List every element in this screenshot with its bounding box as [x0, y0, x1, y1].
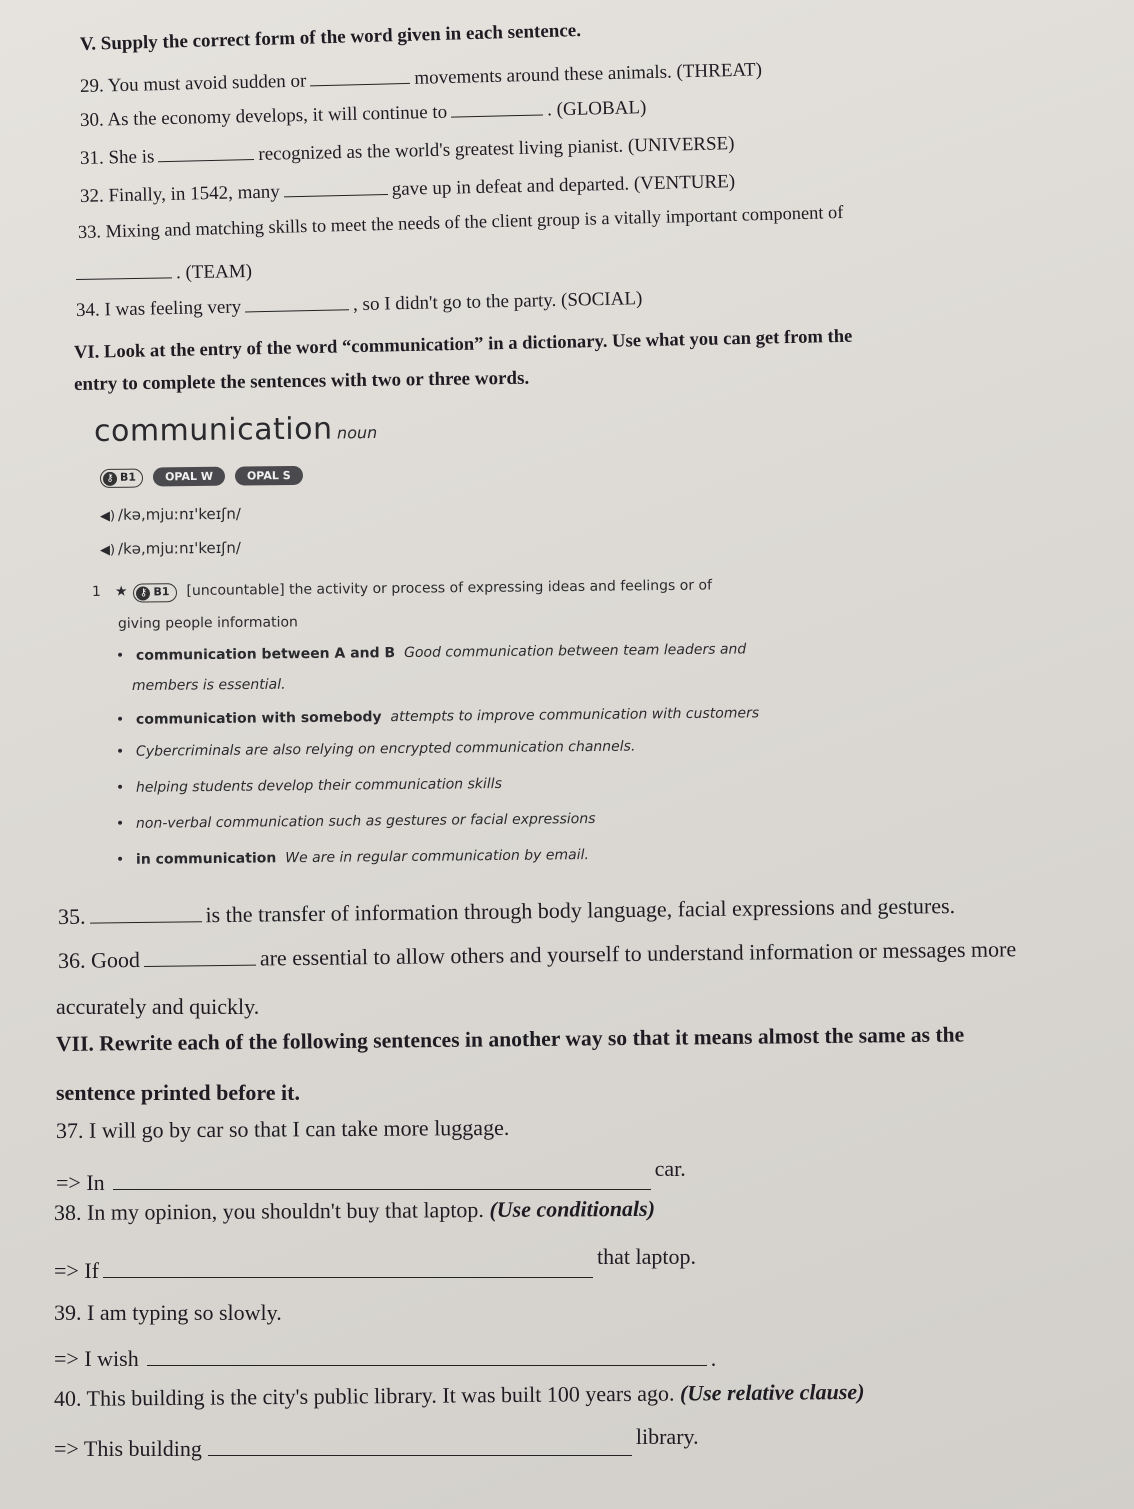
dict-pron-uk: ◀) /kə,mjuːnɪ'keɪʃn/ — [99, 504, 241, 524]
question-37: 37. I will go by car so that I can take more luggage. — [55, 1114, 510, 1143]
question-29 — [80, 59, 763, 98]
q38-answer-line — [54, 1244, 696, 1284]
dict-level-badge: ⚷ B1 — [100, 469, 143, 488]
ex3-text: Cybercriminals are also relying on encrypted communication channels. — [135, 738, 636, 760]
q32-text-b: gave up in defeat and departed. (VENTURE) — [391, 171, 736, 200]
q40-answer-line — [54, 1424, 699, 1462]
q34-text-b: , so I didn't go to the party. (SOCIAL) — [352, 288, 643, 316]
ex6-text: We are in regular communication by email. — [285, 847, 589, 867]
question-39: 39. I am typing so slowly. — [54, 1300, 282, 1325]
sense-level-badge: ⚷ B1 — [133, 583, 176, 602]
q38-text: 38. In my opinion, you shouldn't buy that laptop. — [53, 1196, 484, 1225]
q31-blank[interactable] — [158, 158, 254, 162]
sense-number: 1 — [91, 583, 101, 600]
q34-text-a: 34. I was feeling very — [75, 296, 242, 321]
q40-end: library. — [635, 1424, 699, 1449]
q31-text-a: 31. She is — [79, 146, 155, 169]
q40-blank[interactable] — [208, 1454, 632, 1456]
q36-text-c: accurately and quickly. — [56, 994, 260, 1019]
q40-hint: (Use relative clause) — [679, 1378, 865, 1406]
question-31 — [80, 133, 735, 170]
q39-start: => I wish — [54, 1346, 139, 1371]
question-33 — [78, 202, 844, 243]
q38-blank[interactable] — [103, 1276, 593, 1278]
q29-blank[interactable] — [310, 82, 410, 86]
q37-end: car. — [654, 1156, 686, 1181]
dict-example-4: • helping students develop their communication skills — [115, 775, 503, 796]
star-icon: ★ — [114, 583, 128, 600]
q39-answer-line — [54, 1346, 716, 1372]
q39-end: . — [710, 1346, 717, 1371]
sense-definition-2: giving people information — [117, 614, 298, 632]
section-5-title: V. Supply the correct form of the word given in each sentence. — [79, 20, 582, 55]
dict-pos: noun — [336, 423, 378, 443]
q29-text-a: 29. You must avoid sudden or — [79, 70, 307, 97]
ex5-text: non-verbal communication such as gestures or facial expressions — [135, 810, 596, 832]
q33-text-b: . (TEAM) — [175, 260, 253, 284]
ex4-text: helping students develop their communication skills — [135, 775, 503, 796]
q38-hint: (Use conditionals) — [489, 1195, 656, 1222]
q35-blank[interactable] — [90, 920, 202, 923]
ex1-pattern: communication between A and B — [135, 645, 396, 664]
q33-blank[interactable] — [76, 276, 172, 280]
q30-text-b: . (GLOBAL) — [546, 97, 647, 121]
ex6-pattern: in communication — [135, 850, 277, 868]
dict-headword: communication — [93, 411, 333, 449]
question-40 — [54, 1379, 865, 1412]
q35-num: 35. — [57, 903, 86, 929]
question-34 — [76, 288, 643, 322]
q36-blank[interactable] — [144, 964, 256, 967]
q32-text-a: 32. Finally, in 1542, many — [79, 181, 281, 207]
q38-end: that laptop. — [596, 1244, 696, 1269]
q33-text-a: 33. Mixing and matching skills to meet the needs of the client group is a vitally important component of — [77, 201, 844, 242]
key-icon: ⚷ — [136, 586, 150, 600]
q36-text-b: are essential to allow others and yourself to understand information or messages more — [259, 936, 1017, 971]
question-38 — [54, 1196, 655, 1226]
dict-tag-opal-s: OPAL S — [235, 466, 303, 486]
section-6-title-2: entry to complete the sentences with two or three words. — [73, 367, 530, 395]
question-36 — [58, 936, 1016, 974]
question-30 — [80, 97, 647, 132]
q34-blank[interactable] — [245, 308, 349, 312]
ex2-pattern: communication with somebody — [135, 709, 382, 728]
dict-headword-line — [94, 411, 378, 449]
dict-example-3: • Cybercriminals are also relying on encrypted communication channels. — [115, 738, 636, 760]
dict-pron-us: ◀) /kə,mjuːnɪ'keɪʃn/ — [99, 538, 241, 558]
q40-start: => This building — [54, 1436, 202, 1461]
q29-text-b: movements around these animals. (THREAT) — [414, 59, 763, 89]
section-6-title-1: VI. Look at the entry of the word “communication” in a dictionary. Use what you can get from the — [73, 325, 853, 363]
dict-sense-1 — [92, 578, 712, 603]
q30-blank[interactable] — [451, 113, 543, 117]
speaker-icon[interactable]: ◀) — [99, 542, 116, 558]
ex2-text: attempts to improve communication with customers — [390, 705, 760, 726]
key-icon: ⚷ — [103, 472, 117, 486]
q37-start: => In — [56, 1170, 105, 1195]
section-7-title-2: sentence printed before it. — [56, 1080, 300, 1105]
dict-tags — [100, 466, 313, 488]
q32-blank[interactable] — [284, 193, 388, 197]
q40-text: 40. This building is the city's public library. It was built 100 years ago. — [53, 1380, 675, 1411]
q37-answer-line — [56, 1156, 686, 1196]
dict-example-2: • communication with somebody attempts to improve communication with customers — [115, 705, 760, 728]
q30-text-a: 30. As the economy develops, it will continue to — [79, 101, 448, 131]
q31-text-b: recognized as the world's greatest living pianist. (UNIVERSE) — [258, 133, 735, 165]
dict-tag-opal-w: OPAL W — [153, 467, 225, 487]
ex1-text: Good communication between team leaders and — [403, 641, 747, 661]
speaker-icon[interactable]: ◀) — [99, 508, 116, 524]
question-32 — [80, 171, 736, 208]
q38-start: => If — [54, 1258, 99, 1283]
question-33-cont — [76, 261, 252, 286]
dict-example-6: • in communication We are in regular communication by email. — [115, 847, 589, 868]
q37-blank[interactable] — [113, 1188, 651, 1190]
q36-text-a: 36. Good — [57, 947, 141, 973]
question-35 — [58, 893, 955, 930]
sense-definition-1: [uncountable] the activity or process of expressing ideas and feelings or of — [186, 577, 713, 600]
q35-text: is the transfer of information through body language, facial expressions and gestures. — [205, 893, 956, 928]
section-7-title-1: VII. Rewrite each of the following sentences in another way so that it means almost the same as the — [55, 1022, 965, 1056]
ex1-text-2: members is essential. — [131, 676, 286, 694]
dict-example-1: • communication between A and B Good communication between team leaders and — [115, 641, 747, 664]
dict-example-5: • non-verbal communication such as gestures or facial expressions — [115, 810, 596, 832]
q39-blank[interactable] — [147, 1364, 707, 1366]
